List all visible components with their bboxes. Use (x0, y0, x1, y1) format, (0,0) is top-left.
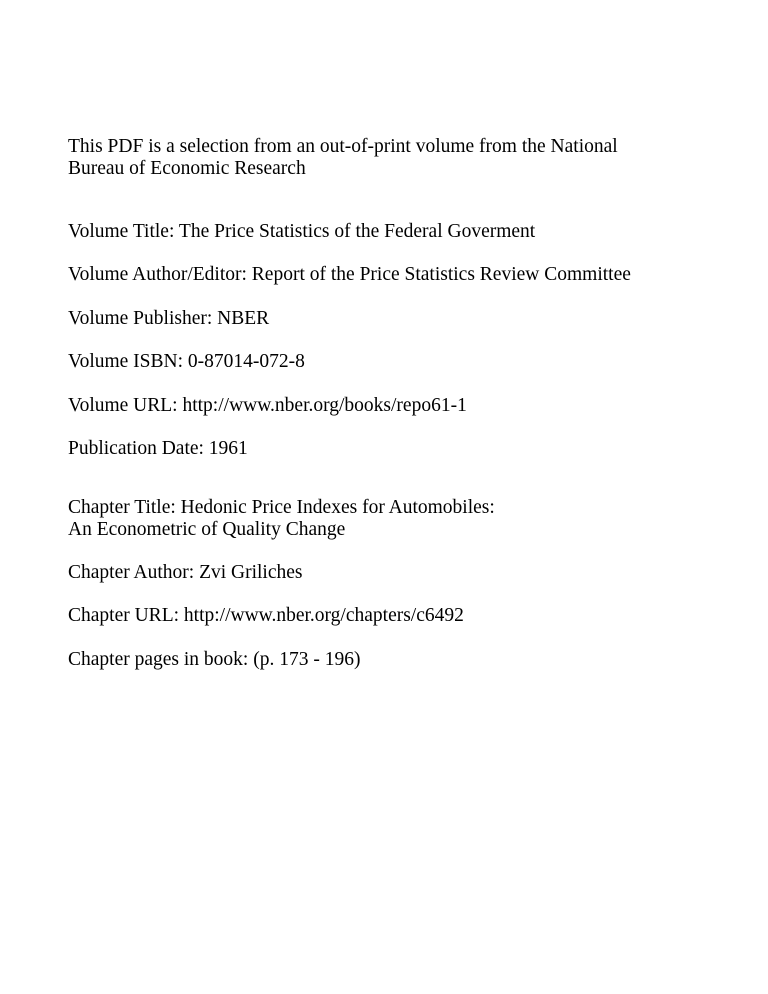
volume-author-editor: Volume Author/Editor: Report of the Price Statistics Review Committee (68, 264, 631, 285)
chapter-title (68, 497, 495, 541)
chapter-pages: Chapter pages in book: (p. 173 - 196) (68, 649, 361, 670)
chapter-url: Chapter URL: http://www.nber.org/chapters/c6492 (68, 605, 464, 626)
volume-publisher: Volume Publisher: NBER (68, 308, 270, 329)
chapter-title-line-2: An Econometric of Quality Change (68, 519, 346, 540)
chapter-title-line-1: Chapter Title: Hedonic Price Indexes for Automobiles: (68, 497, 495, 518)
intro-paragraph (68, 136, 618, 180)
chapter-author: Chapter Author: Zvi Griliches (68, 562, 303, 583)
volume-url: Volume URL: http://www.nber.org/books/repo61-1 (68, 395, 467, 416)
intro-line-2: Bureau of Economic Research (68, 158, 306, 179)
publication-date: Publication Date: 1961 (68, 438, 248, 459)
volume-isbn: Volume ISBN: 0-87014-072-8 (68, 351, 305, 372)
volume-title: Volume Title: The Price Statistics of the Federal Goverment (68, 221, 536, 242)
intro-line-1: This PDF is a selection from an out-of-print volume from the National (68, 136, 618, 157)
